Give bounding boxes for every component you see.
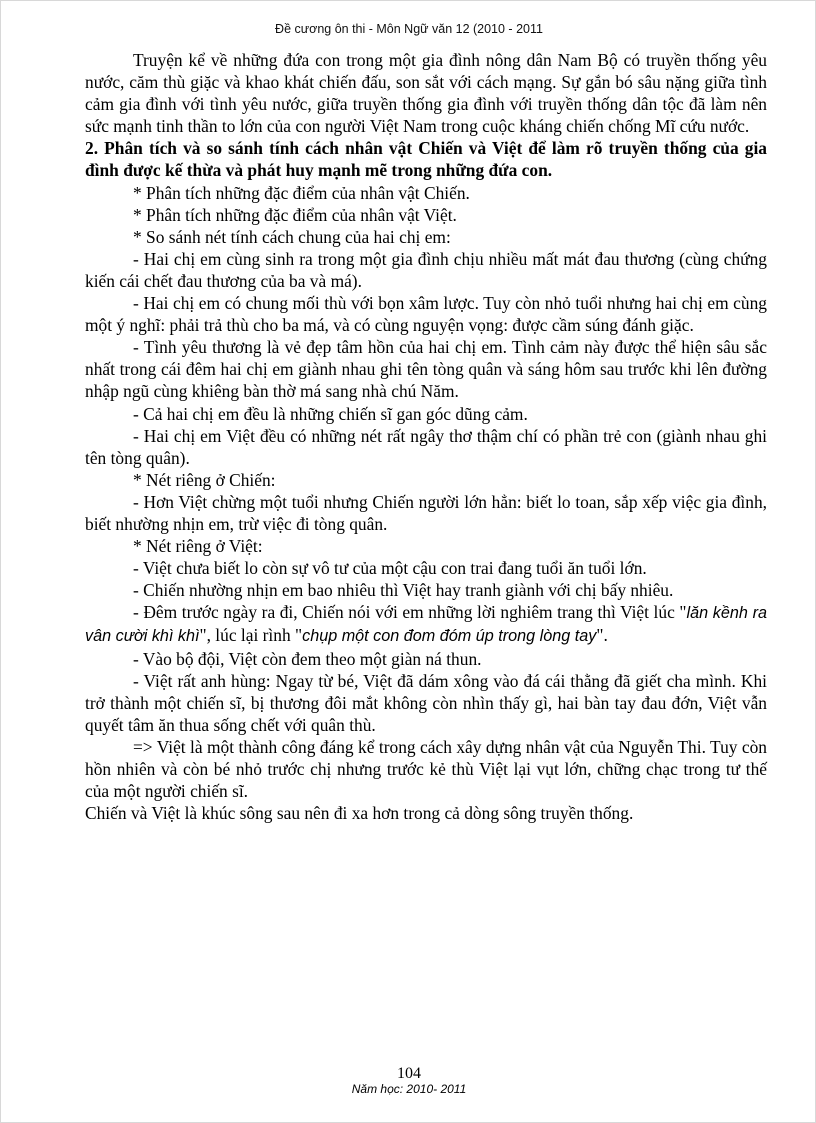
dash-item: - Hai chị em Việt đều có những nét rất ngây thơ thậm chí có phần trẻ con (giành nhau ghi tên tòng quân). bbox=[85, 425, 767, 468]
page-header: Đề cương ôn thi - Môn Ngữ văn 12 (2010 - 2011 bbox=[275, 22, 543, 36]
page-footer bbox=[1, 1065, 816, 1096]
quote-italic: lăn kềnh ra vân cười khì khì bbox=[85, 604, 768, 646]
bullet-item: * Nét riêng ở Chiến: bbox=[133, 469, 276, 490]
bullet-item: * Nét riêng ở Việt: bbox=[133, 536, 263, 557]
school-year: Năm học: 2010- 2011 bbox=[351, 1082, 467, 1096]
quote-text: ". bbox=[596, 625, 608, 646]
dash-item: - Việt rất anh hùng: Ngay từ bé, Việt đã dám xông vào đá cái thằng đã giết cha mình. Khi trở thành một chiến sĩ, bị thương đôi mắt không còn nhìn thấy gì, hai bàn tay đau đớn, Việt vẫn quyết tâm ăn thua sống chết với quân thù. bbox=[85, 670, 767, 735]
dash-item: - Hai chị em có chung mối thù với bọn xâm lược. Tuy còn nhỏ tuổi nhưng hai chị em cùng một ý nghĩ: phải trả thù cho ba má, và có cùng nguyện vọng: được cầm súng đánh giặc. bbox=[85, 293, 767, 336]
document-body bbox=[85, 49, 767, 824]
dash-item: - Việt chưa biết lo còn sự vô tư của một cậu con trai đang tuổi ăn tuổi lớn. bbox=[133, 558, 647, 579]
dash-item: - Hơn Việt chừng một tuổi nhưng Chiến người lớn hẳn: biết lo toan, sắp xếp việc gia đình, biết nhường nhịn em, trừ việc đi tòng quân. bbox=[85, 491, 767, 534]
dash-item: - Tình yêu thương là vẻ đẹp tâm hồn của hai chị em. Tình cảm này được thể hiện sâu sắc nhất trong cái đêm hai chị em giành nhau ghi tên tòng quân và sáng hôm sau trước khi lên đường nhập ngũ cùng khiêng bàn thờ má sang nhà chú Năm. bbox=[85, 337, 767, 402]
conclusion-paragraph: => Việt là một thành công đáng kể trong cách xây dựng nhân vật của Nguyễn Thi. Tuy còn hồn nhiên và còn bé nhỏ trước chị nhưng trước kẻ thù Việt lại vụt lớn, chững chạc trong tư thế của một người chiến sĩ. bbox=[85, 736, 767, 802]
dash-item: - Cả hai chị em đều là những chiến sĩ gan góc dũng cảm. bbox=[133, 403, 528, 424]
bullet-item: * So sánh nét tính cách chung của hai chị em: bbox=[133, 226, 451, 247]
dash-item: - Hai chị em cùng sinh ra trong một gia đình chịu nhiều mất mát đau thương (cùng chứng kiến cái chết đau thương của ba và má). bbox=[85, 248, 767, 291]
page-number: 104 bbox=[397, 1065, 421, 1082]
dash-item: - Chiến nhường nhịn em bao nhiêu thì Việt hay tranh giành với chị bấy nhiêu. bbox=[133, 580, 674, 601]
dash-item: - Vào bộ đội, Việt còn đem theo một giàn ná thun. bbox=[133, 648, 482, 669]
bullet-item: * Phân tích những đặc điểm của nhân vật Chiến. bbox=[133, 182, 470, 203]
quote-paragraph bbox=[85, 601, 767, 647]
quote-italic: chụp một con đom đóm úp trong lòng tay bbox=[302, 627, 597, 646]
closing-paragraph: Chiến và Việt là khúc sông sau nên đi xa hơn trong cả dòng sông truyền thống. bbox=[85, 803, 634, 824]
quote-text: - Đêm trước ngày ra đi, Chiến nói với em những lời nghiêm trang thì Việt lúc " bbox=[133, 602, 687, 623]
section-heading: 2. Phân tích và so sánh tính cách nhân vật Chiến và Việt để làm rõ truyền thống của gia đình được kế thừa và phát huy mạnh mẽ trong những đứa con. bbox=[85, 138, 767, 181]
bullet-item: * Phân tích những đặc điểm của nhân vật Việt. bbox=[133, 204, 457, 225]
quote-text: ", lúc lại rình " bbox=[199, 625, 303, 646]
intro-paragraph: Truyện kể về những đứa con trong một gia đình nông dân Nam Bộ có truyền thống yêu nước, căm thù giặc và khao khát chiến đấu, son sắt với cách mạng. Sự gắn bó sâu nặng giữa tình cảm gia đình với tình yêu nước, giữa truyền thống gia đình với truyền thống dân tộc đã làm nên sức mạnh tinh thần to lớn của con người Việt Nam trong cuộc kháng chiến chống Mĩ cứu nước. bbox=[85, 50, 767, 137]
